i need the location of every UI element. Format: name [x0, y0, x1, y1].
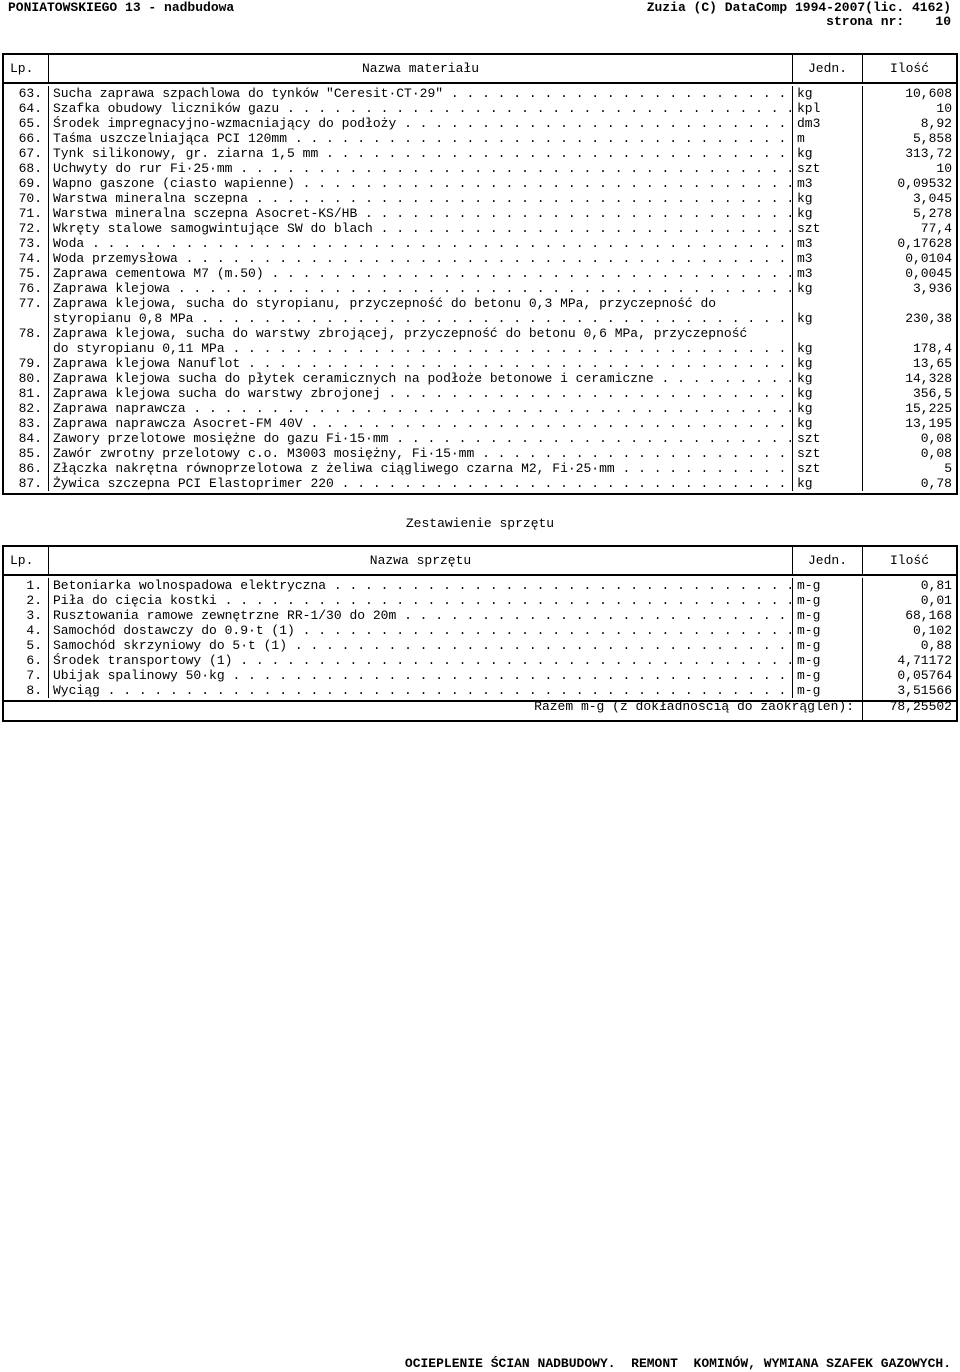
item-quantity-text: 10	[936, 101, 952, 116]
item-unit-text: kg	[797, 311, 813, 326]
item-name	[48, 386, 792, 401]
item-name-line: Środek impregnacyjno-wzmacniający do podłoży . . .	[53, 116, 792, 131]
row-number: 69.	[18, 176, 42, 191]
item-name-line: Rusztowania ramowe zewnętrzne RR-1/30 do 20m . . .	[53, 608, 792, 623]
table-row	[4, 401, 956, 416]
row-number: 64.	[18, 101, 42, 116]
item-unit-text: m3	[797, 236, 813, 251]
item-unit-text: szt	[797, 161, 821, 176]
item-unit	[792, 593, 862, 608]
item-name-line: Uchwyty do rur Fi·25·mm . . .	[53, 161, 792, 176]
item-name-line: Wapno gaszone (ciasto wapienne) . . .	[53, 176, 792, 191]
column-header-unit: Jedn.	[792, 547, 862, 574]
row-number: 79.	[18, 356, 42, 371]
item-name	[48, 446, 792, 461]
item-name-line: Zaprawa klejowa sucha do płytek ceramicznych na podłoże betonowe i ceramiczne . . .	[53, 371, 792, 386]
equipment-total-row	[2, 692, 958, 722]
item-name-line: Piła do cięcia kostki . . .	[53, 593, 792, 608]
row-number: 76.	[18, 281, 42, 296]
table-row	[4, 593, 956, 608]
item-unit	[792, 146, 862, 161]
item-unit-text: szt	[797, 431, 821, 446]
row-number: 83.	[18, 416, 42, 431]
item-unit	[792, 446, 862, 461]
row-number: 5.	[26, 638, 42, 653]
item-name	[48, 236, 792, 251]
item-quantity-text: 230,38	[905, 311, 952, 326]
item-name	[48, 638, 792, 653]
item-name-line: Zaprawa klejowa sucha do warstwy zbrojonej . . .	[53, 386, 792, 401]
item-quantity-text: 14,328	[905, 371, 952, 386]
item-name	[48, 86, 792, 101]
item-name	[48, 668, 792, 683]
item-unit-text: kg	[797, 416, 813, 431]
item-unit-text: kg	[797, 386, 813, 401]
item-name	[48, 161, 792, 176]
item-name-line: Środek transportowy (1) . . .	[53, 653, 792, 668]
table-row	[4, 206, 956, 221]
item-quantity-text: 5,858	[912, 131, 952, 146]
item-quantity	[862, 251, 956, 266]
item-unit-text: kg	[797, 281, 813, 296]
item-unit	[792, 161, 862, 176]
item-unit-text: kg	[797, 146, 813, 161]
item-quantity-text: 8,92	[920, 116, 952, 131]
item-name-line: Ubijak spalinowy 50·kg . . .	[53, 668, 792, 683]
item-quantity-text: 0,01	[920, 593, 952, 608]
row-number: 8.	[26, 683, 42, 698]
row-number: 66.	[18, 131, 42, 146]
item-unit-text: m-g	[797, 683, 821, 698]
item-quantity	[862, 281, 956, 296]
item-quantity-text: 5	[944, 461, 952, 476]
item-quantity-text: 0,81	[920, 578, 952, 593]
item-quantity-text: 313,72	[905, 146, 952, 161]
item-quantity-text: 356,5	[912, 386, 952, 401]
column-header-qty: Ilość	[862, 547, 956, 574]
item-quantity-text: 5,278	[912, 206, 952, 221]
item-name-line: Samochód dostawczy do 0.9·t (1) . . .	[53, 623, 792, 638]
item-unit	[792, 86, 862, 101]
column-header-lp: Lp.	[10, 553, 34, 568]
item-quantity	[862, 101, 956, 116]
table-row	[4, 326, 956, 356]
table-row	[4, 116, 956, 131]
item-name	[48, 593, 792, 608]
table-row	[4, 416, 956, 431]
row-number: 84.	[18, 431, 42, 446]
table-row	[4, 161, 956, 176]
row-number: 85.	[18, 446, 42, 461]
item-quantity	[862, 593, 956, 608]
item-unit	[792, 356, 862, 371]
item-unit	[792, 191, 862, 206]
item-name-line: Warstwa mineralna sczepna . . .	[53, 191, 792, 206]
row-number: 65.	[18, 116, 42, 131]
table-row	[4, 638, 956, 653]
item-name	[48, 191, 792, 206]
item-unit-text: m3	[797, 251, 813, 266]
item-name-line: Zaprawa naprawcza . . .	[53, 401, 792, 416]
item-name-line: Zawór zwrotny przelotowy c.o. M3003 mosiężny, Fi·15·mm . . .	[53, 446, 792, 461]
row-number: 67.	[18, 146, 42, 161]
item-unit-text: kg	[797, 371, 813, 386]
row-number: 77.	[18, 296, 42, 311]
item-name	[48, 101, 792, 116]
row-number: 70.	[18, 191, 42, 206]
item-name-line: Woda przemysłowa . . .	[53, 251, 792, 266]
item-unit-text: dm3	[797, 116, 821, 131]
column-header-qty: Ilość	[862, 55, 956, 82]
item-unit	[792, 221, 862, 236]
item-unit-text: m3	[797, 266, 813, 281]
item-name-line: Złączka nakrętna równoprzelotowa z żeliwa ciągliwego czarna M2, Fi·25·mm . . .	[53, 461, 792, 476]
item-unit-text: kg	[797, 356, 813, 371]
item-name	[48, 401, 792, 416]
item-quantity-text: 178,4	[912, 341, 952, 356]
item-quantity	[862, 131, 956, 146]
item-quantity-text: 0,0045	[905, 266, 952, 281]
item-name-line: Zaprawa cementowa M7 (m.50) . . .	[53, 266, 792, 281]
item-quantity	[862, 623, 956, 638]
item-name-line: Zaprawa klejowa, sucha do warstwy zbrojącej, przyczepność do betonu 0,6 MPa, przyczepność	[53, 326, 748, 341]
item-unit	[792, 386, 862, 401]
table-row	[4, 131, 956, 146]
item-unit	[792, 623, 862, 638]
table-row	[4, 221, 956, 236]
item-unit-text: m-g	[797, 638, 821, 653]
item-quantity	[862, 191, 956, 206]
item-quantity	[862, 266, 956, 281]
item-quantity	[862, 176, 956, 191]
item-unit-text: kpl	[797, 101, 821, 116]
item-name-line: Szafka obudowy liczników gazu . . .	[53, 101, 792, 116]
item-unit-text: kg	[797, 476, 813, 491]
item-unit	[792, 101, 862, 116]
item-name-line: Tynk silikonowy, gr. ziarna 1,5 mm . . .	[53, 146, 792, 161]
item-quantity-text: 3,045	[912, 191, 952, 206]
item-unit	[792, 578, 862, 593]
table-row	[4, 431, 956, 446]
item-unit	[792, 371, 862, 386]
row-number: 75.	[18, 266, 42, 281]
item-quantity-text: 0,17628	[897, 236, 952, 251]
row-number: 6.	[26, 653, 42, 668]
item-name-line: Betoniarka wolnospadowa elektryczna . . .	[53, 578, 792, 593]
item-unit	[792, 431, 862, 446]
item-name	[48, 476, 792, 491]
document-title: PONIATOWSKIEGO 13 - nadbudowa	[8, 0, 235, 15]
item-unit	[792, 638, 862, 653]
item-quantity-text: 0,78	[920, 476, 952, 491]
equipment-table-body	[4, 576, 956, 700]
row-number: 68.	[18, 161, 42, 176]
item-quantity	[862, 476, 956, 491]
item-unit	[792, 668, 862, 683]
row-number: 86.	[18, 461, 42, 476]
item-quantity	[862, 386, 956, 401]
software-license: Zuzia (C) DataComp 1994-2007(lic. 4162)	[646, 0, 951, 15]
item-quantity	[862, 638, 956, 653]
item-name	[48, 176, 792, 191]
item-quantity	[862, 416, 956, 431]
item-name-line: Wyciąg . . .	[53, 683, 792, 698]
materials-table-body	[4, 84, 956, 493]
item-quantity	[862, 461, 956, 476]
item-unit	[792, 653, 862, 668]
table-row	[4, 623, 956, 638]
item-unit-text: m-g	[797, 578, 821, 593]
item-name-line: Sucha zaprawa szpachlowa do tynków "Ceresit·CT·29" . . .	[53, 86, 792, 101]
table-row	[4, 356, 956, 371]
item-name	[48, 431, 792, 446]
equipment-table-header	[4, 547, 956, 576]
equipment-section-title: Zestawienie sprzętu	[405, 516, 555, 531]
document-footer: OCIEPLENIE ŚCIAN NADBUDOWY. REMONT KOMINÓW, WYMIANA SZAFEK GAZOWYCH.	[404, 1356, 951, 1371]
item-name-line: Żywica szczepna PCI Elastoprimer 220 . . .	[53, 476, 792, 491]
item-quantity-text: 68,168	[905, 608, 952, 623]
item-quantity	[862, 296, 956, 326]
table-row	[4, 578, 956, 593]
item-name	[48, 281, 792, 296]
table-row	[4, 386, 956, 401]
column-header-name: Nazwa materiału	[48, 55, 792, 82]
table-row	[4, 281, 956, 296]
item-quantity	[862, 206, 956, 221]
item-name-line: Zaprawa naprawcza Asocret-FM 40V . . .	[53, 416, 792, 431]
item-name	[48, 608, 792, 623]
table-row	[4, 608, 956, 623]
item-name	[48, 251, 792, 266]
item-unit-text: kg	[797, 401, 813, 416]
item-quantity	[862, 356, 956, 371]
item-quantity	[862, 608, 956, 623]
item-quantity-text: 10	[936, 161, 952, 176]
item-unit-text: kg	[797, 86, 813, 101]
item-name	[48, 266, 792, 281]
item-unit	[792, 251, 862, 266]
item-quantity-text: 15,225	[905, 401, 952, 416]
item-unit-text: m	[797, 131, 805, 146]
row-number: 78.	[18, 326, 42, 341]
item-quantity-text: 13,195	[905, 416, 952, 431]
item-quantity	[862, 326, 956, 356]
table-row	[4, 371, 956, 386]
item-name-line: Taśma uszczelniająca PCI 120mm . . .	[53, 131, 792, 146]
row-number: 63.	[18, 86, 42, 101]
item-unit-text: szt	[797, 461, 821, 476]
item-unit-text: m-g	[797, 593, 821, 608]
item-unit	[792, 266, 862, 281]
table-row	[4, 191, 956, 206]
row-number: 71.	[18, 206, 42, 221]
item-unit-text: m-g	[797, 653, 821, 668]
item-name	[48, 416, 792, 431]
item-quantity	[862, 146, 956, 161]
row-number: 72.	[18, 221, 42, 236]
item-quantity-text: 10,608	[905, 86, 952, 101]
item-unit	[792, 608, 862, 623]
equipment-table	[2, 545, 958, 702]
item-unit	[792, 131, 862, 146]
item-name-line: Zaprawa klejowa Nanuflot . . .	[53, 356, 792, 371]
item-unit-text: szt	[797, 446, 821, 461]
item-name-line: Woda . . .	[53, 236, 792, 251]
column-header-unit: Jedn.	[792, 55, 862, 82]
item-name-line: do styropianu 0,11 MPa . . .	[53, 341, 792, 356]
row-number: 3.	[26, 608, 42, 623]
item-quantity-text: 4,71172	[897, 653, 952, 668]
item-unit	[792, 461, 862, 476]
item-name	[48, 461, 792, 476]
item-quantity	[862, 86, 956, 101]
total-value: 78,25502	[862, 692, 956, 720]
table-row	[4, 251, 956, 266]
item-name	[48, 578, 792, 593]
table-row	[4, 476, 956, 491]
row-number: 82.	[18, 401, 42, 416]
item-quantity	[862, 446, 956, 461]
table-row	[4, 266, 956, 281]
item-unit	[792, 116, 862, 131]
page-number: strona nr: 10	[826, 14, 951, 29]
item-name	[48, 116, 792, 131]
table-row	[4, 101, 956, 116]
item-name	[48, 371, 792, 386]
item-unit	[792, 296, 862, 326]
item-name	[48, 623, 792, 638]
total-label: Razem m-g (z dokładnością do zaokrągleń):	[534, 698, 854, 714]
item-quantity	[862, 578, 956, 593]
item-name	[48, 206, 792, 221]
item-unit	[792, 416, 862, 431]
item-quantity	[862, 668, 956, 683]
row-number: 73.	[18, 236, 42, 251]
item-quantity-text: 0,0104	[905, 251, 952, 266]
item-quantity	[862, 221, 956, 236]
item-unit-text: szt	[797, 221, 821, 236]
item-name-line: Warstwa mineralna sczepna Asocret-KS/HB . . .	[53, 206, 792, 221]
materials-table-header	[4, 55, 956, 84]
item-quantity-text: 0,88	[920, 638, 952, 653]
item-quantity-text: 0,08	[920, 431, 952, 446]
item-quantity-text: 13,65	[912, 356, 952, 371]
item-unit-text: m-g	[797, 623, 821, 638]
item-name	[48, 356, 792, 371]
item-quantity	[862, 371, 956, 386]
item-quantity	[862, 161, 956, 176]
item-name-line: Zaprawa klejowa . . .	[53, 281, 792, 296]
row-number: 1.	[26, 578, 42, 593]
item-name-line: Zawory przelotowe mosiężne do gazu Fi·15·mm . . .	[53, 431, 792, 446]
item-unit-text: kg	[797, 341, 813, 356]
item-unit	[792, 236, 862, 251]
item-quantity-text: 0,09532	[897, 176, 952, 191]
table-row	[4, 296, 956, 326]
row-number: 80.	[18, 371, 42, 386]
item-quantity	[862, 401, 956, 416]
item-quantity-text: 3,51566	[897, 683, 952, 698]
item-unit	[792, 176, 862, 191]
table-row	[4, 446, 956, 461]
item-name-line: Zaprawa klejowa, sucha do styropianu, przyczepność do betonu 0,3 MPa, przyczepność do	[53, 296, 717, 311]
item-name	[48, 131, 792, 146]
table-row	[4, 461, 956, 476]
item-unit-text: m-g	[797, 668, 821, 683]
row-number: 7.	[26, 668, 42, 683]
item-quantity	[862, 653, 956, 668]
item-unit-text: kg	[797, 191, 813, 206]
item-quantity	[862, 116, 956, 131]
item-quantity-text: 0,05764	[897, 668, 952, 683]
item-unit-text: m-g	[797, 608, 821, 623]
item-quantity-text: 0,08	[920, 446, 952, 461]
item-unit	[792, 326, 862, 356]
column-header-name: Nazwa sprzętu	[48, 547, 792, 574]
item-name-line: Wkręty stalowe samogwintujące SW do blach . . .	[53, 221, 792, 236]
row-number: 74.	[18, 251, 42, 266]
item-quantity-text: 3,936	[912, 281, 952, 296]
row-number: 4.	[26, 623, 42, 638]
item-quantity-text: 77,4	[920, 221, 952, 236]
item-name	[48, 653, 792, 668]
item-quantity-text: 0,102	[912, 623, 952, 638]
table-row	[4, 146, 956, 161]
row-number: 87.	[18, 476, 42, 491]
item-unit	[792, 206, 862, 221]
table-row	[4, 86, 956, 101]
item-quantity	[862, 236, 956, 251]
table-row	[4, 176, 956, 191]
table-row	[4, 653, 956, 668]
item-name-line: styropianu 0,8 MPa . . .	[53, 311, 792, 326]
item-unit	[792, 476, 862, 491]
item-unit	[792, 281, 862, 296]
table-row	[4, 236, 956, 251]
column-header-lp: Lp.	[10, 61, 34, 76]
materials-table	[2, 53, 958, 495]
item-name	[48, 221, 792, 236]
row-number: 81.	[18, 386, 42, 401]
item-unit-text: m3	[797, 176, 813, 191]
item-unit	[792, 401, 862, 416]
table-row	[4, 668, 956, 683]
row-number: 2.	[26, 593, 42, 608]
item-name	[48, 146, 792, 161]
item-name	[48, 326, 792, 356]
item-name-line: Samochód skrzyniowy do 5·t (1) . . .	[53, 638, 792, 653]
item-quantity	[862, 431, 956, 446]
item-unit-text: kg	[797, 206, 813, 221]
item-name	[48, 296, 792, 326]
